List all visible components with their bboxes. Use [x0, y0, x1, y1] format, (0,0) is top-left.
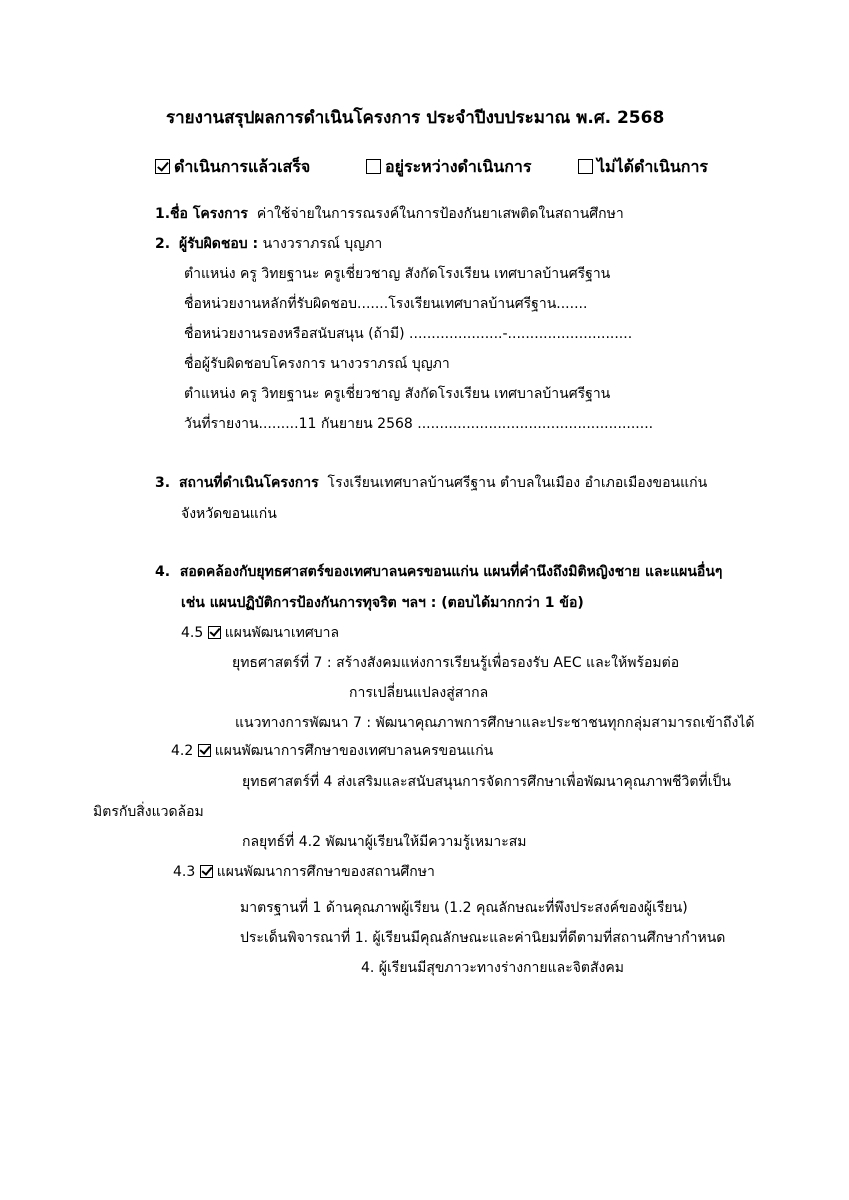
plan-number: 4.3	[173, 864, 196, 880]
section-4-heading	[155, 563, 722, 581]
section-value: นางวราภรณ์ บุญภา	[262, 236, 383, 252]
plan-label: แผนพัฒนาการศึกษาของสถานศึกษา	[216, 864, 435, 880]
plan-label: แผนพัฒนาเทศบาล	[224, 625, 340, 641]
status-option-not-done[interactable]	[578, 158, 708, 176]
main-unit: ชื่อหน่วยงานหลักที่รับผิดชอบ.......โรงเรียนเทศบาลบ้านศรีฐาน.......	[184, 296, 588, 312]
section-3-location	[155, 474, 707, 492]
status-label: อยู่ระหว่างดำเนินการ	[385, 157, 532, 176]
plan-4-2-strategy-cont: มิตรกับสิ่งแวดล้อม	[93, 804, 204, 820]
plan-4-5-strategy-cont: การเปลี่ยนแปลงสู่สากล	[349, 685, 489, 701]
plan-4-2[interactable]	[171, 742, 493, 760]
status-label: ไม่ได้ดำเนินการ	[597, 157, 709, 176]
checkbox-checked-icon[interactable]	[200, 865, 213, 878]
checkbox-empty-icon[interactable]	[578, 159, 593, 174]
plan-4-3-consideration: ประเด็นพิจารณาที่ 1. ผู้เรียนมีคุณลักษณะและค่านิยมที่ดีตามที่สถานศึกษากำหนด	[240, 930, 726, 946]
plan-4-3-consideration-2: 4. ผู้เรียนมีสุขภาวะทางร่างกายและจิตสังคม	[361, 960, 624, 976]
section-heading: ผู้รับผิดชอบ :	[178, 236, 259, 252]
location-province: จังหวัดขอนแก่น	[181, 506, 277, 522]
status-option-in-progress[interactable]	[366, 158, 531, 176]
project-owner: ชื่อผู้รับผิดชอบโครงการ นางวราภรณ์ บุญภา	[184, 356, 450, 372]
checkbox-checked-icon[interactable]	[155, 159, 170, 174]
support-unit: ชื่อหน่วยงานรองหรือสนับสนุน (ถ้ามี) .....................-............................	[184, 326, 633, 342]
plan-4-3[interactable]	[173, 863, 435, 881]
status-label: ดำเนินการแล้วเสร็จ	[174, 157, 311, 176]
section-number: 3.	[155, 475, 171, 491]
status-option-completed[interactable]	[155, 158, 310, 176]
plan-4-3-standard: มาตรฐานที่ 1 ด้านคุณภาพผู้เรียน (1.2 คุณลักษณะที่พึงประสงค์ของผู้เรียน)	[240, 900, 688, 916]
plan-number: 4.2	[171, 743, 194, 759]
plan-4-2-tactic: กลยุทธ์ที่ 4.2 พัฒนาผู้เรียนให้มีความรู้เหมาะสม	[242, 834, 527, 850]
responsible-position: ตำแหน่ง ครู วิทยฐานะ ครูเชี่ยวชาญ สังกัดโรงเรียน เทศบาลบ้านศรีฐาน	[184, 266, 611, 282]
owner-position: ตำแหน่ง ครู วิทยฐานะ ครูเชี่ยวชาญ สังกัดโรงเรียน เทศบาลบ้านศรีฐาน	[184, 386, 611, 402]
plan-4-5-strategy: ยุทธศาสตร์ที่ 7 : สร้างสังคมแห่งการเรียนรู้เพื่อรองรับ AEC และให้พร้อมต่อ	[232, 655, 680, 671]
section-value: โรงเรียนเทศบาลบ้านศรีฐาน ตำบลในเมือง อำเภอเมืองขอนแก่น	[327, 475, 708, 491]
section-1-project-name	[155, 205, 624, 223]
report-title: รายงานสรุปผลการดำเนินโครงการ ประจำปีงบประมาณ พ.ศ. 2568	[166, 108, 665, 128]
section-heading: 1.ชื่อ โครงการ	[155, 206, 248, 222]
plan-4-2-strategy: ยุทธศาสตร์ที่ 4 ส่งเสริมและสนับสนุนการจัดการศึกษาเพื่อพัฒนาคุณภาพชีวิตที่เป็น	[242, 774, 731, 790]
section-number: 4.	[155, 564, 171, 580]
section-number: 2.	[155, 236, 171, 252]
checkbox-checked-icon[interactable]	[208, 626, 221, 639]
section-4-heading-cont: เช่น แผนปฏิบัติการป้องกันการทุจริต ฯลฯ : (ตอบได้มากกว่า 1 ข้อ)	[181, 595, 584, 611]
report-date: วันที่รายงาน.........11 กันยายน 2568 .....................................................	[184, 416, 654, 432]
plan-label: แผนพัฒนาการศึกษาของเทศบาลนครขอนแก่น	[214, 743, 494, 759]
section-2-responsible	[155, 235, 382, 253]
plan-4-5[interactable]	[181, 624, 339, 642]
section-heading: สถานที่ดำเนินโครงการ	[178, 475, 319, 491]
checkbox-empty-icon[interactable]	[366, 159, 381, 174]
section-value: ค่าใช้จ่ายในการรณรงค์ในการป้องกันยาเสพติดในสถานศึกษา	[256, 206, 624, 222]
plan-4-5-approach: แนวทางการพัฒนา 7 : พัฒนาคุณภาพการศึกษาและประชาชนทุกกลุ่มสามารถเข้าถึงได้	[235, 715, 755, 731]
plan-number: 4.5	[181, 625, 204, 641]
section-heading: สอดคล้องกับยุทธศาสตร์ของเทศบาลนครขอนแก่น แผนที่คำนึงถึงมิติหญิงชาย และแผนอื่นๆ	[179, 564, 723, 580]
checkbox-checked-icon[interactable]	[198, 744, 211, 757]
